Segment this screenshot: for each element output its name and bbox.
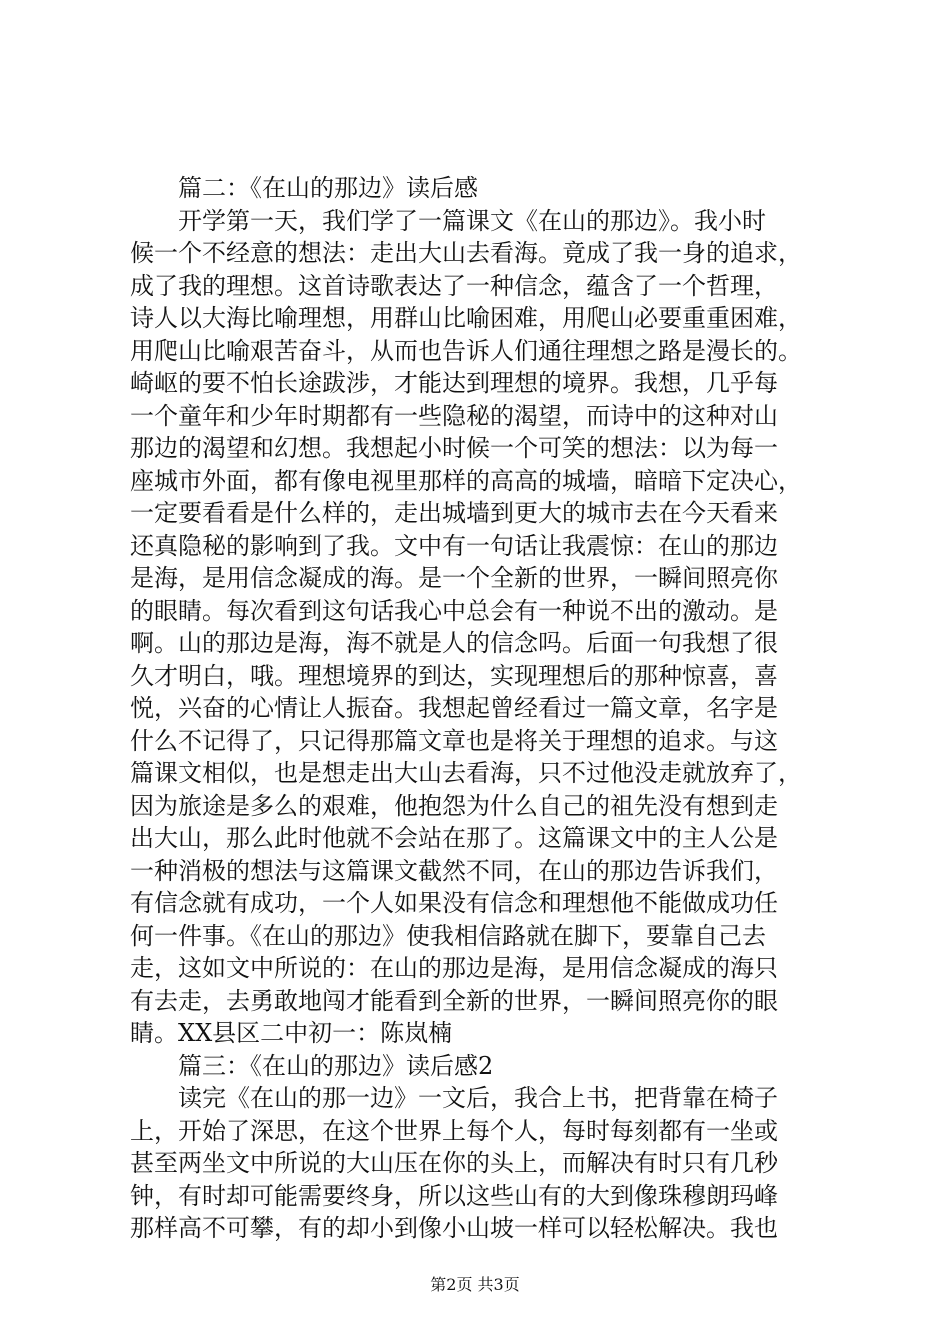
text-line: 何一件事。《在山的那边》使我相信路就在脚下，要靠自己去	[130, 921, 766, 950]
paragraph-start-line: 读完《在山的那一边》一文后，我合上书，把背靠在椅子	[178, 1084, 778, 1112]
text-line: 久才明白，哦。理想境界的到达，实现理想后的那种惊喜，喜	[130, 661, 778, 690]
text-line: 那边的渴望和幻想。我想起小时候一个可笑的想法：以为每一	[130, 434, 778, 462]
text-line: 因为旅途是多么的艰难，他抱怨为什么自己的祖先没有想到走	[130, 791, 778, 820]
text-line: 是海，是用信念凝成的海。是一个全新的世界，一瞬间照亮你	[130, 564, 778, 592]
text-line: 诗人以大海比喻理想，用群山比喻困难，用爬山必要重重困难，	[130, 304, 802, 332]
text-line: 还真隐秘的影响到了我。文中有一句话让我震惊：在山的那边	[130, 531, 778, 560]
text-line: 钟，有时却可能需要终身，所以这些山有的大到像珠穆朗玛峰	[130, 1181, 778, 1210]
paragraph-start-line: 篇二：《在山的那边》读后感	[178, 174, 478, 202]
text-line: 崎岖的要不怕长途跋涉，才能达到理想的境界。我想，几乎每	[130, 369, 778, 397]
text-line: 悦，兴奋的心情让人振奋。我想起曾经看过一篇文章，名字是	[130, 694, 778, 722]
text-line: 上，开始了深思，在这个世界上每个人，每时每刻都有一坐或	[130, 1116, 778, 1145]
text-line: 有去走，去勇敢地闯才能看到全新的世界，一瞬间照亮你的眼	[130, 986, 778, 1015]
text-line: 一种消极的想法与这篇课文截然不同，在山的那边告诉我们，	[130, 856, 778, 885]
text-line: 什么不记得了，只记得那篇文章也是将关于理想的追求。与这	[130, 726, 778, 755]
text-line: 啊。山的那边是海，海不就是人的信念吗。后面一句我想了很	[130, 629, 778, 657]
text-line: 一定要看看是什么样的，走出城墙到更大的城市去在今天看来	[130, 499, 778, 527]
text-line: 成了我的理想。这首诗歌表达了一种信念，蕴含了一个哲理，	[130, 271, 778, 300]
text-line: 的眼睛。每次看到这句话我心中总会有一种说不出的激动。是	[130, 596, 778, 625]
text-line: 出大山，那么此时他就不会站在那了。这篇课文中的主人公是	[130, 824, 778, 852]
text-line: 篇课文相似，也是想走出大山去看海，只不过他没走就放弃了，	[130, 759, 802, 787]
paragraph-start-line: 篇三：《在山的那边》读后感2	[178, 1051, 494, 1080]
paragraph-start-line: 开学第一天，我们学了一篇课文《在山的那边》。我小时	[178, 206, 766, 235]
text-line: 有信念就有成功，一个人如果没有信念和理想他不能做成功任	[130, 889, 778, 917]
text-line: 一个童年和少年时期都有一些隐秘的渴望，而诗中的这种对山	[130, 401, 778, 430]
text-line: 座城市外面，都有像电视里那样的高高的城墙，暗暗下定决心，	[130, 466, 802, 495]
text-line: 那样高不可攀，有的却小到像小山坡一样可以轻松解决。我也	[130, 1214, 778, 1242]
page-footer: 第2页 共3页	[430, 1275, 520, 1294]
text-line: 用爬山比喻艰苦奋斗，从而也告诉人们通往理想之路是漫长的。	[130, 336, 802, 365]
text-line: 睛。XX县区二中初一：陈岚楠	[130, 1019, 453, 1047]
text-line: 甚至两坐文中所说的大山压在你的头上，而解决有时只有几秒	[130, 1149, 778, 1177]
text-line: 候一个不经意的想法：走出大山去看海。竟成了我一身的追求，	[130, 239, 802, 267]
document-body	[130, 172, 850, 1245]
text-line: 走，这如文中所说的：在山的那边是海，是用信念凝成的海只	[130, 954, 778, 982]
